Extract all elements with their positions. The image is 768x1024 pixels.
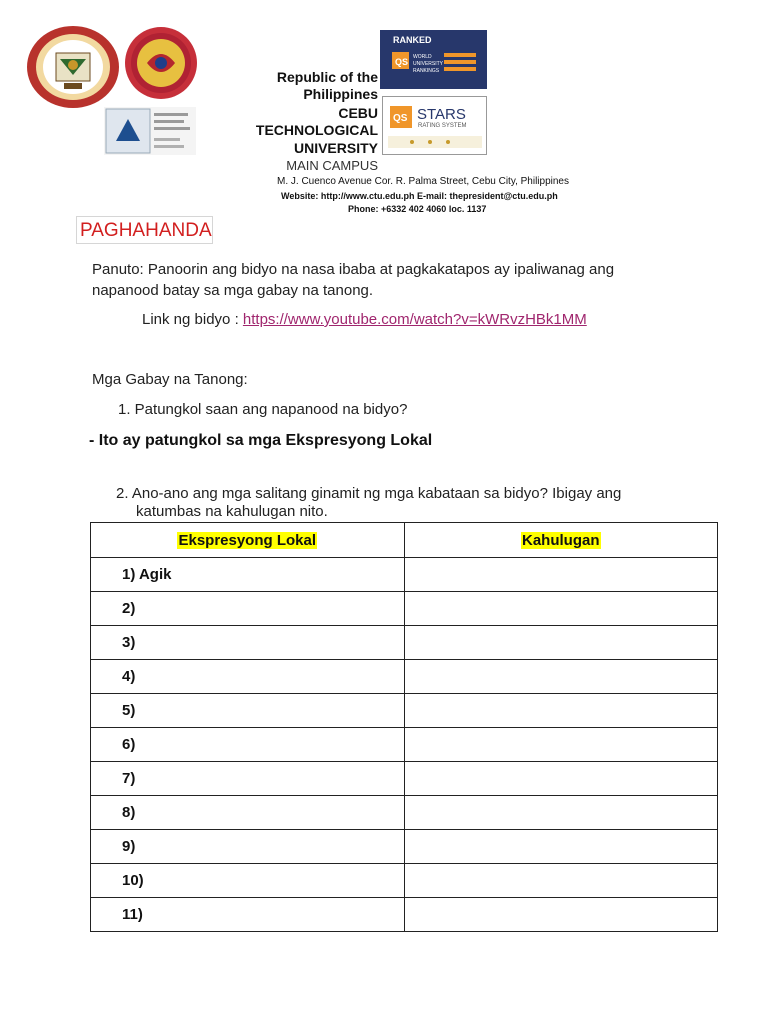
- table-row: [91, 898, 718, 932]
- instruction-line-2: napanood batay sa mga gabay na tanong.: [92, 282, 374, 299]
- header-republic: Republic of the: [276, 69, 378, 85]
- expression-cell: 8): [91, 796, 405, 830]
- expressions-table: [90, 522, 718, 932]
- expression-cell: 4): [91, 660, 405, 694]
- svg-text:QS: QS: [395, 57, 409, 67]
- meaning-cell[interactable]: [404, 592, 718, 626]
- table-row: [91, 864, 718, 898]
- svg-text:UNIVERSITY: UNIVERSITY: [413, 61, 444, 67]
- section-title: PAGHAHANDA: [76, 216, 213, 244]
- column-header-meaning: Kahulugan: [404, 523, 718, 558]
- svg-text:RATING SYSTEM: RATING SYSTEM: [418, 123, 467, 129]
- table-row: [91, 592, 718, 626]
- meaning-cell[interactable]: [404, 864, 718, 898]
- meaning-cell[interactable]: [404, 626, 718, 660]
- table-row: [91, 728, 718, 762]
- meaning-cell[interactable]: [404, 728, 718, 762]
- video-link-line: [142, 311, 587, 328]
- question-1: 1. Patungkol saan ang napanood na bidyo?: [118, 401, 408, 418]
- meaning-cell[interactable]: [404, 694, 718, 728]
- meaning-cell[interactable]: [404, 830, 718, 864]
- svg-text:STARS: STARS: [417, 106, 466, 123]
- expression-cell: 5): [91, 694, 405, 728]
- meaning-cell[interactable]: [404, 558, 718, 592]
- expression-cell: 2): [91, 592, 405, 626]
- meaning-cell[interactable]: [404, 660, 718, 694]
- table-row: [91, 626, 718, 660]
- guide-questions-title: Mga Gabay na Tanong:: [92, 371, 248, 388]
- expression-cell: 9): [91, 830, 405, 864]
- header-philippines: Philippines: [303, 86, 378, 102]
- header-cebu: CEBU: [338, 105, 378, 121]
- expression-cell: 11): [91, 898, 405, 932]
- table-row: [91, 796, 718, 830]
- qs-stars-badge: [382, 96, 487, 155]
- asean-emblem-logo: [124, 25, 198, 101]
- svg-text:WORLD: WORLD: [413, 54, 432, 60]
- university-seal-logo: [26, 25, 120, 109]
- question-2-line-2: katumbas na kahulugan nito.: [136, 503, 328, 520]
- header-address: M. J. Cuenco Avenue Cor. R. Palma Street, Cebu City, Philippines: [277, 176, 569, 187]
- tuv-certification-logo: [104, 107, 196, 155]
- header-university: UNIVERSITY: [293, 140, 378, 156]
- ranked-text: RANKED: [393, 35, 432, 45]
- instruction-line-1: Panuto: Panoorin ang bidyo na nasa ibaba at pagkakatapos ay ipaliwanag ang: [92, 261, 615, 278]
- table-row: [91, 694, 718, 728]
- column-header-expression: Ekspresyong Lokal: [91, 523, 405, 558]
- table-header-row: [91, 523, 718, 558]
- table-row: [91, 660, 718, 694]
- video-link[interactable]: https://www.youtube.com/watch?v=kWRvzHBk1MM: [242, 311, 587, 328]
- svg-text:RANKINGS: RANKINGS: [413, 68, 440, 74]
- expression-cell: 1) Agik: [91, 558, 405, 592]
- svg-text:QS: QS: [393, 113, 408, 124]
- header-phone: Phone: +6332 402 4060 loc. 1137: [348, 204, 487, 214]
- expression-cell: 7): [91, 762, 405, 796]
- expression-cell: 10): [91, 864, 405, 898]
- table-row: [91, 830, 718, 864]
- answer-1: - Ito ay patungkol sa mga Ekspresyong Lokal: [89, 432, 433, 449]
- table-row: [91, 558, 718, 592]
- header-website: Website: http://www.ctu.edu.ph E-mail: thepresident@ctu.edu.ph: [281, 191, 558, 201]
- meaning-cell[interactable]: [404, 796, 718, 830]
- meaning-cell[interactable]: [404, 898, 718, 932]
- table-row: [91, 762, 718, 796]
- header-campus: MAIN CAMPUS: [286, 158, 378, 173]
- expression-cell: 6): [91, 728, 405, 762]
- video-link-label: Link ng bidyo :: [142, 311, 243, 328]
- meaning-cell[interactable]: [404, 762, 718, 796]
- qs-ranked-badge: [380, 30, 487, 89]
- expression-cell: 3): [91, 626, 405, 660]
- header-technological: TECHNOLOGICAL: [255, 122, 378, 138]
- question-2-line-1: 2. Ano-ano ang mga salitang ginamit ng mga kabataan sa bidyo? Ibigay ang: [116, 485, 622, 502]
